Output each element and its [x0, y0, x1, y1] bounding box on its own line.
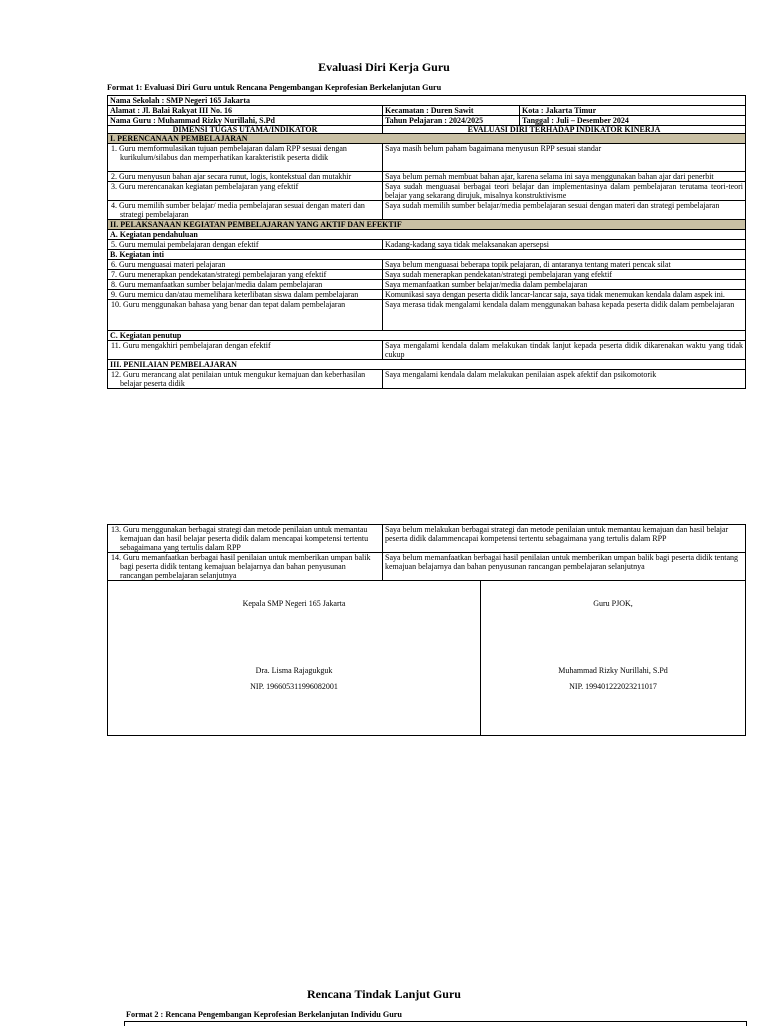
district-cell: Kecamatan : Duren Sawit: [383, 106, 520, 116]
indicator-cell: 13. Guru menggunakan berbagai strategi dan metode penilaian untuk memantau kemajuan dan hasil belajar peserta didik dalam mencapai kompetensi tertentu sebagaimana yang tertulis dalam RPP: [108, 525, 383, 553]
indicator-cell: 5. Guru memulai pembelajaran dengan efektif: [108, 240, 383, 250]
evaluation-header: EVALUASI DIRI TERHADAP INDIKATOR KINERJA: [383, 126, 746, 134]
evaluation-cell: Saya sudah menerapkan pendekatan/strategi pembelajaran yang efektif: [383, 270, 746, 280]
principal-title: Kepala SMP Negeri 165 Jakarta: [242, 599, 346, 608]
principal-nip: NIP. 196605311996082001: [250, 682, 338, 691]
indicator-cell: 12. Guru merancang alat penilaian untuk mengukur kemajuan dan keberhasilan belajar peserta didik: [108, 370, 383, 389]
indicator-cell: 10. Guru menggunakan bahasa yang benar dan tepat dalam pembelajaran: [108, 300, 383, 331]
indicator-cell: 11. Guru mengakhiri pembelajaran dengan efektif: [108, 341, 383, 360]
indicator-cell: 1. Guru memformulasikan tujuan pembelajaran dalam RPP sesuai dengan kurikulum/silabus dan memperhatikan karakteristik peserta didik: [108, 144, 383, 172]
school-year-cell: Tahun Pelajaran : 2024/2025: [383, 116, 520, 126]
subsection-heading: C. Kegiatan penutup: [108, 331, 746, 341]
section-heading: III. PENILAIAN PEMBELAJARAN: [108, 360, 746, 370]
evaluation-cell: Saya belum pernah membuat bahan ajar, karena selama ini saya menggunakan bahan ajar dari penerbit: [383, 172, 746, 182]
second-page-title: Rencana Tindak Lanjut Guru: [307, 987, 461, 1001]
indicator-cell: 7. Guru menerapkan pendekatan/strategi pembelajaran yang efektif: [108, 270, 383, 280]
evaluation-cell: Saya mengalami kendala dalam melakukan tindak lanjut kepada peserta didik dikarenakan waktu yang tidak cukup: [383, 341, 746, 360]
teacher-signature-block: [481, 581, 746, 736]
indicator-cell: 9. Guru memicu dan/atau memelihara keterlibatan siswa dalam pembelajaran: [108, 290, 383, 300]
teacher-title: Guru PJOK,: [593, 599, 633, 608]
teacher-name: Muhammad Rizky Nurillahi, S.Pd: [558, 666, 668, 675]
date-cell: Tanggal : Juli – Desember 2024: [520, 116, 746, 126]
format-1-caption: Format 1: Evaluasi Diri Guru untuk Rencana Pengembangan Keprofesian Berkelanjutan Guru: [107, 83, 442, 92]
evaluation-cell: Saya sudah menguasai berbagai teori belajar dan implementasinya dalam pembelajaran terutama teori-teori belajar yang sekarang dirujuk, misalnya konstruktivisme: [383, 182, 746, 201]
evaluation-cell: Saya belum menguasai beberapa topik pelajaran, di antaranya tentang materi pencak silat: [383, 260, 746, 270]
indicator-cell: 3. Guru merencanakan kegiatan pembelajaran yang efektif: [108, 182, 383, 201]
format-2-caption: Format 2 : Rencana Pengembangan Keprofesian Berkelanjutan Individu Guru: [126, 1010, 402, 1019]
principal-name: Dra. Lisma Rajagukguk: [255, 666, 333, 675]
city-cell: Kota : Jakarta Timur: [520, 106, 746, 116]
evaluation-cell: Saya masih belum paham bagaimana menyusun RPP sesuai standar: [383, 144, 746, 172]
section-heading: I. PERENCANAAN PEMBELAJARAN: [108, 134, 746, 144]
school-name-cell: Nama Sekolah : SMP Negeri 165 Jakarta: [108, 96, 746, 106]
page-title: Evaluasi Diri Kerja Guru: [318, 60, 450, 74]
indicator-cell: 2. Guru menyusun bahan ajar secara runut, logis, kontekstual dan mutakhir: [108, 172, 383, 182]
principal-signature-block: [108, 581, 481, 736]
evaluation-cell: Saya memanfaatkan sumber belajar/media dalam pembelajaran: [383, 280, 746, 290]
evaluation-cell: Kadang-kadang saya tidak melaksanakan apersepsi: [383, 240, 746, 250]
indicator-cell: 6. Guru menguasai materi pelajaran: [108, 260, 383, 270]
teacher-name-cell: Nama Guru : Muhammad Rizky Nurillahi, S.Pd: [108, 116, 383, 126]
evaluation-cell: Saya sudah memilih sumber belajar/media pembelajaran sesuai dengan materi dan strategi pembelajaran: [383, 201, 746, 220]
evaluation-cell: Saya belum memanfaatkan berbagai hasil penilaian untuk memberikan umpan balik bagi peserta didik tentang kemajuan belajarnya dan bahan penyusunan rancangan pembelajaran selanjutnya: [383, 553, 746, 581]
subsection-heading: B. Kegiatan inti: [108, 250, 746, 260]
indicator-cell: 8. Guru memanfaatkan sumber belajar/media dalam pembelajaran: [108, 280, 383, 290]
teacher-nip: NIP. 199401222023211017: [569, 682, 657, 691]
subsection-heading: A. Kegiatan pendahuluan: [108, 230, 746, 240]
evaluation-cell: Komunikasi saya dengan peserta didik lancar-lancar saja, saya tidak menemukan kendala dalam aspek ini.: [383, 290, 746, 300]
evaluation-cell: Saya mengalami kendala dalam melakukan penilaian aspek afektif dan psikomotorik: [383, 370, 746, 389]
indicator-header: DIMENSI TUGAS UTAMA/INDIKATOR: [108, 126, 383, 134]
section-heading: II. PELAKSANAAN KEGIATAN PEMBELAJARAN YANG AKTIF DAN EFEKTIF: [108, 220, 746, 230]
address-cell: Alamat : Jl. Balai Rakyat III No. 16: [108, 106, 383, 116]
evaluation-cell: Saya belum melakukan berbagai strategi dan metode penilaian untuk memantau kemajuan dan hasil belajar peserta didik dalammencapai kompetensi tertentu sebagaimana yang tertulis dalam RPP: [383, 525, 746, 553]
evaluation-table: [107, 95, 746, 389]
indicator-cell: 14. Guru memanfaatkan berbagai hasil penilaian untuk memberikan umpan balik bagi peserta didik tentang kemajuan belajarnya dan bahan penyusunan rancangan pembelajaran selanjutnya: [108, 553, 383, 581]
indicator-cell: 4. Guru memilih sumber belajar/ media pembelajaran sesuai dengan materi dan strategi pembelajaran: [108, 201, 383, 220]
evaluation-cell: Saya merasa tidak mengalami kendala dalam menggunakan bahasa kepada peserta didik dalam pembelajaran: [383, 300, 746, 331]
evaluation-table-continued: [107, 524, 746, 736]
